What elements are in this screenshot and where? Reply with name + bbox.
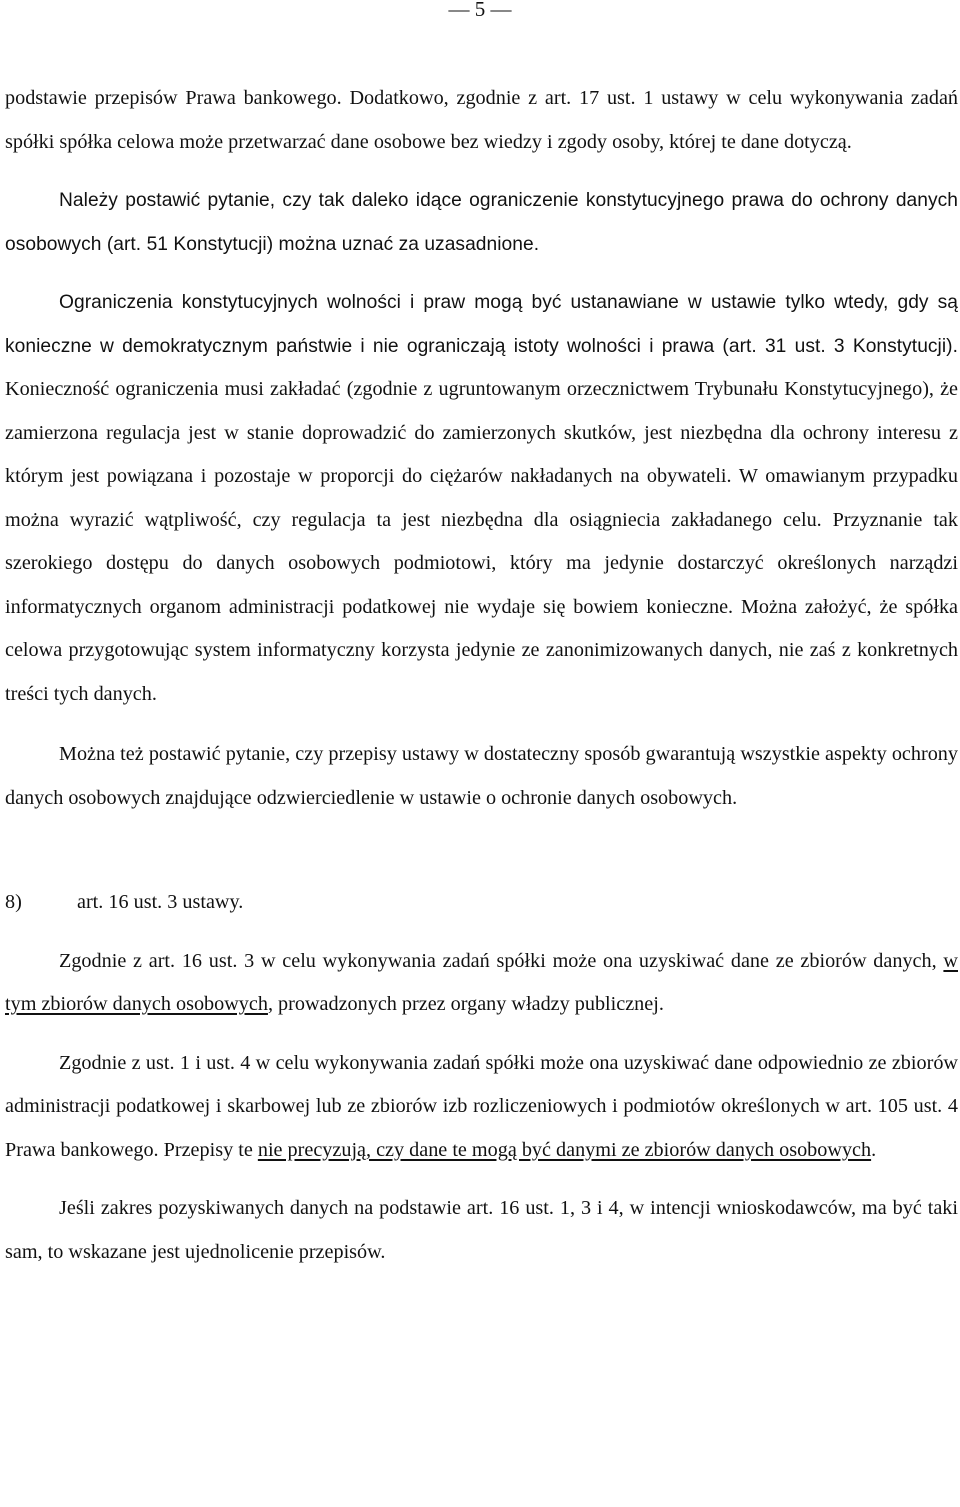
document-body xyxy=(5,77,958,1274)
paragraph-continuation: podstawie przepisów Prawa bankowego. Dodatkowo, zgodnie z art. 17 ust. 1 ustawy w celu wykonywania zadań spółki spółka celowa może przetwarzać dane osobowe bez wiedzy i zgody osoby, której te dane dotyczą. xyxy=(5,87,958,153)
limitations-body: Konieczność ograniczenia musi zakładać (zgodnie z ugruntowanym orzecznictwem Trybunału Konstytucyjnego), że zamierzona regulacja jest w stanie doprowadzić do zamierzonych skutków, jest niezbędna dla ochrony interesu z którym jest powiązana i pozostaje w proporcji do ciężarów nakładanych na obywateli. W omawianym przypadku można wyrazić wątpliwość, czy regulacja ta jest niezbędna dla osiągniecia zakładanego celu. Przyznanie tak szerokiego dostępu do danych osobowych podmiotowi, który ma jedynie dostarczyć określonych narządzi informatycznych organom administracji podatkowej nie wydaje się bowiem konieczne. Można założyć, że spółka celowa przygotowując system informatyczny korzysta jedynie ze zanonimizowanych danych, nie zaś z konkretnych treści tych danych. xyxy=(5,378,958,705)
art16-text-a: Zgodnie z art. 16 ust. 3 w celu wykonywania zadań spółki może ona uzyskiwać dane ze zbiorów danych, xyxy=(59,949,944,972)
paragraph-question-guarantees: Można też postawić pytanie, czy przepisy ustawy w dostateczny sposób gwarantują wszystkie aspekty ochrony danych osobowych znajdujące odzwierciedlenie w ustawie o ochronie danych osobowych. xyxy=(5,743,958,809)
ust-underlined: nie precyzują, czy dane te mogą być danymi ze zbiorów danych osobowych xyxy=(257,1138,872,1161)
paragraph-ust1-ust4 xyxy=(5,1042,958,1173)
paragraph-question-constitution: Należy postawić pytanie, czy tak daleko idące ograniczenie konstytucyjnego prawa do ochrony danych osobowych (art. 51 Konstytucji) można uznać za uzasadnione. xyxy=(5,190,958,255)
ust-text-b: . xyxy=(871,1138,877,1161)
section-item-8 xyxy=(5,881,958,925)
item-number: 8) xyxy=(5,891,22,913)
paragraph-art16-ust3 xyxy=(5,940,958,1027)
paragraph-limitations xyxy=(5,281,958,716)
page-number: — 5 — xyxy=(448,0,512,21)
ust-text-a: Zgodnie z ust. 1 i ust. 4 w celu wykonywania zadań spółki może ona uzyskiwać dane odpowiednio ze zbiorów administracji podatkowej i skarbowej lub ze zbiorów izb rozliczeniowych i podmiotów określonych w art. 105 ust. 4 Prawa bankowego. Przepisy te xyxy=(5,1051,958,1161)
item-title: art. 16 ust. 3 ustawy. xyxy=(77,891,244,913)
paragraph-recommendation: Jeśli zakres pozyskiwanych danych na podstawie art. 16 ust. 1, 3 i 4, w intencji wnioskodawców, ma być taki sam, to wskazane jest ujednolicenie przepisów. xyxy=(5,1197,958,1263)
limitations-intro: Ograniczenia konstytucyjnych wolności i praw mogą być ustanawiane w ustawie tylko wtedy, gdy są konieczne w demokratycznym państwie i nie ograniczają istoty wolności i prawa (art. 31 ust. 3 Konstytucji). xyxy=(5,292,958,357)
art16-text-b: , prowadzonych przez organy władzy publicznej. xyxy=(267,993,664,1015)
art16-underlined: w tym zbiorów danych osobowych xyxy=(5,949,958,1015)
